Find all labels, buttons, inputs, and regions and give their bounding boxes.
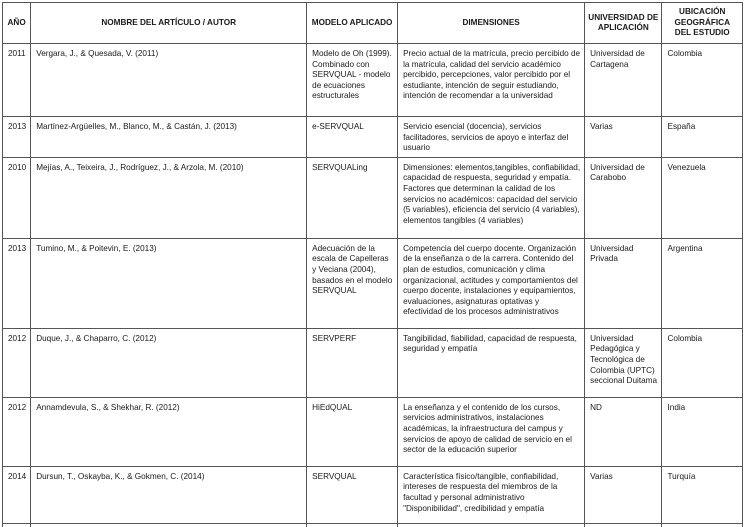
cell-location: España bbox=[662, 117, 743, 158]
cell-model: SERVQUALing bbox=[307, 157, 398, 238]
header-university: UNIVERSIDAD DE APLICACIÓN bbox=[585, 3, 662, 44]
cell-year: 2012 bbox=[3, 328, 31, 397]
cell-location: Venezuela bbox=[662, 157, 743, 238]
cell-location: Turquía bbox=[662, 466, 743, 523]
cell-year: 2012 bbox=[3, 397, 31, 466]
cell-year: 2014 bbox=[3, 466, 31, 523]
cell-location: Colombia bbox=[662, 44, 743, 117]
header-year: AÑO bbox=[3, 3, 31, 44]
cell-year: 2011 bbox=[3, 44, 31, 117]
cell-location: Colombia bbox=[662, 328, 743, 397]
cell-year: 2010 bbox=[3, 157, 31, 238]
cell-year: 2013 bbox=[3, 117, 31, 158]
cell-location: India bbox=[662, 397, 743, 466]
table-row bbox=[3, 397, 743, 466]
cell-name: Dursun, T., Oskayba, K., & Gokmen, C. (2014) bbox=[31, 466, 307, 523]
cell-university: Universidad de Cartagena bbox=[585, 44, 662, 117]
cell-university: ND bbox=[585, 397, 662, 466]
cell-name: Vergara, J., & Quesada, V. (2011) bbox=[31, 44, 307, 117]
header-row bbox=[3, 3, 743, 44]
cell-name: Mejías, A., Teixeira, J., Rodríguez, J., & Arzola, M. (2010) bbox=[31, 157, 307, 238]
header-dimensions: DIMENSIONES bbox=[398, 3, 585, 44]
cell-dimensions: Precio actual de la matrícula, precio percibido de la matrícula, calidad del servicio académico percibido, percepciones, valor percibido por el estudiante, intención de seguir estudiando, intención de recomendar a la universidad bbox=[398, 44, 585, 117]
cell-location: Argentina bbox=[662, 238, 743, 328]
cell-model: Modelo de Oh (1999). Combinado con SERVQUAL - modelo de ecuaciones estructurales bbox=[307, 44, 398, 117]
table-row bbox=[3, 44, 743, 117]
cell-model: Adecuación de la escala de Capelleras y Veciana (2004), basados en el modelo SERVQUAL bbox=[307, 238, 398, 328]
cell-model: HiEdQUAL bbox=[307, 397, 398, 466]
cell-university: Varias bbox=[585, 466, 662, 523]
studies-table bbox=[2, 2, 743, 527]
table-row bbox=[3, 238, 743, 328]
cell-name: Tumino, M., & Poitevin, E. (2013) bbox=[31, 238, 307, 328]
table-row bbox=[3, 328, 743, 397]
cell-dimensions: Dimensiones: elementos,tangibles, confiabilidad, capacidad de respuesta, seguridad y empatía. Factores que determinan la calidad de los servicios no académicos: capacidad del servicio (5 variables), eficiencia del servicio (4 variables), elementos tangibles (4 variables) bbox=[398, 157, 585, 238]
cell-name: Duque, J., & Chaparro, C. (2012) bbox=[31, 328, 307, 397]
cell-year: 2013 bbox=[3, 238, 31, 328]
cell-model: SERVPERF bbox=[307, 328, 398, 397]
header-model: MODELO APLICADO bbox=[307, 3, 398, 44]
cell-model: e-SERVQUAL bbox=[307, 117, 398, 158]
header-location: UBICACIÓN GEOGRÁFICA DEL ESTUDIO bbox=[662, 3, 743, 44]
cell-dimensions: Competencia del cuerpo docente. Organización de la enseñanza o de la carrera. Contenido del plan de estudios, comunicación y clima organizacional, actitudes y comportamientos del cuerpo docente, instalaciones y equipamientos, evaluaciones, asignaturas optativas y efectividad de los procesos administrativos bbox=[398, 238, 585, 328]
cell-university: Varias bbox=[585, 117, 662, 158]
table-row bbox=[3, 157, 743, 238]
table-body bbox=[3, 44, 743, 527]
cell-name: Martínez-Argüelles, M., Blanco, M., & Castán, J. (2013) bbox=[31, 117, 307, 158]
table-row-continuation bbox=[3, 523, 743, 527]
cell-dimensions: La enseñanza y el contenido de los cursos, servicios administrativos, instalaciones académicas, la infraestructura del campus y servicios de apoyo de calidad de servicio en el sector de la educación superior bbox=[398, 397, 585, 466]
cell-name: Annamdevula, S., & Shekhar, R. (2012) bbox=[31, 397, 307, 466]
cell-university: Universidad Privada bbox=[585, 238, 662, 328]
cell-dimensions: Servicio esencial (docencia), servicios facilitadores, servicios de apoyo e interfaz del usuario bbox=[398, 117, 585, 158]
cell-university: Universidad de Carabobo bbox=[585, 157, 662, 238]
cell-dimensions: Característica físico/tangible, confiabilidad, intereses de respuesta del miembros de la facultad y personal administrativo "Disponibilidad", credibilidad y empatía bbox=[398, 466, 585, 523]
header-name: NOMBRE DEL ARTÍCULO / AUTOR bbox=[31, 3, 307, 44]
cell-university: Universidad Pedagógica y Tecnológica de Colombia (UPTC) seccional Duitama bbox=[585, 328, 662, 397]
table-row bbox=[3, 117, 743, 158]
cell-dimensions: Tangibilidad, fiabilidad, capacidad de respuesta, seguridad y empatía bbox=[398, 328, 585, 397]
table-row bbox=[3, 466, 743, 523]
cell-model: SERVQUAL bbox=[307, 466, 398, 523]
table-header bbox=[3, 3, 743, 44]
